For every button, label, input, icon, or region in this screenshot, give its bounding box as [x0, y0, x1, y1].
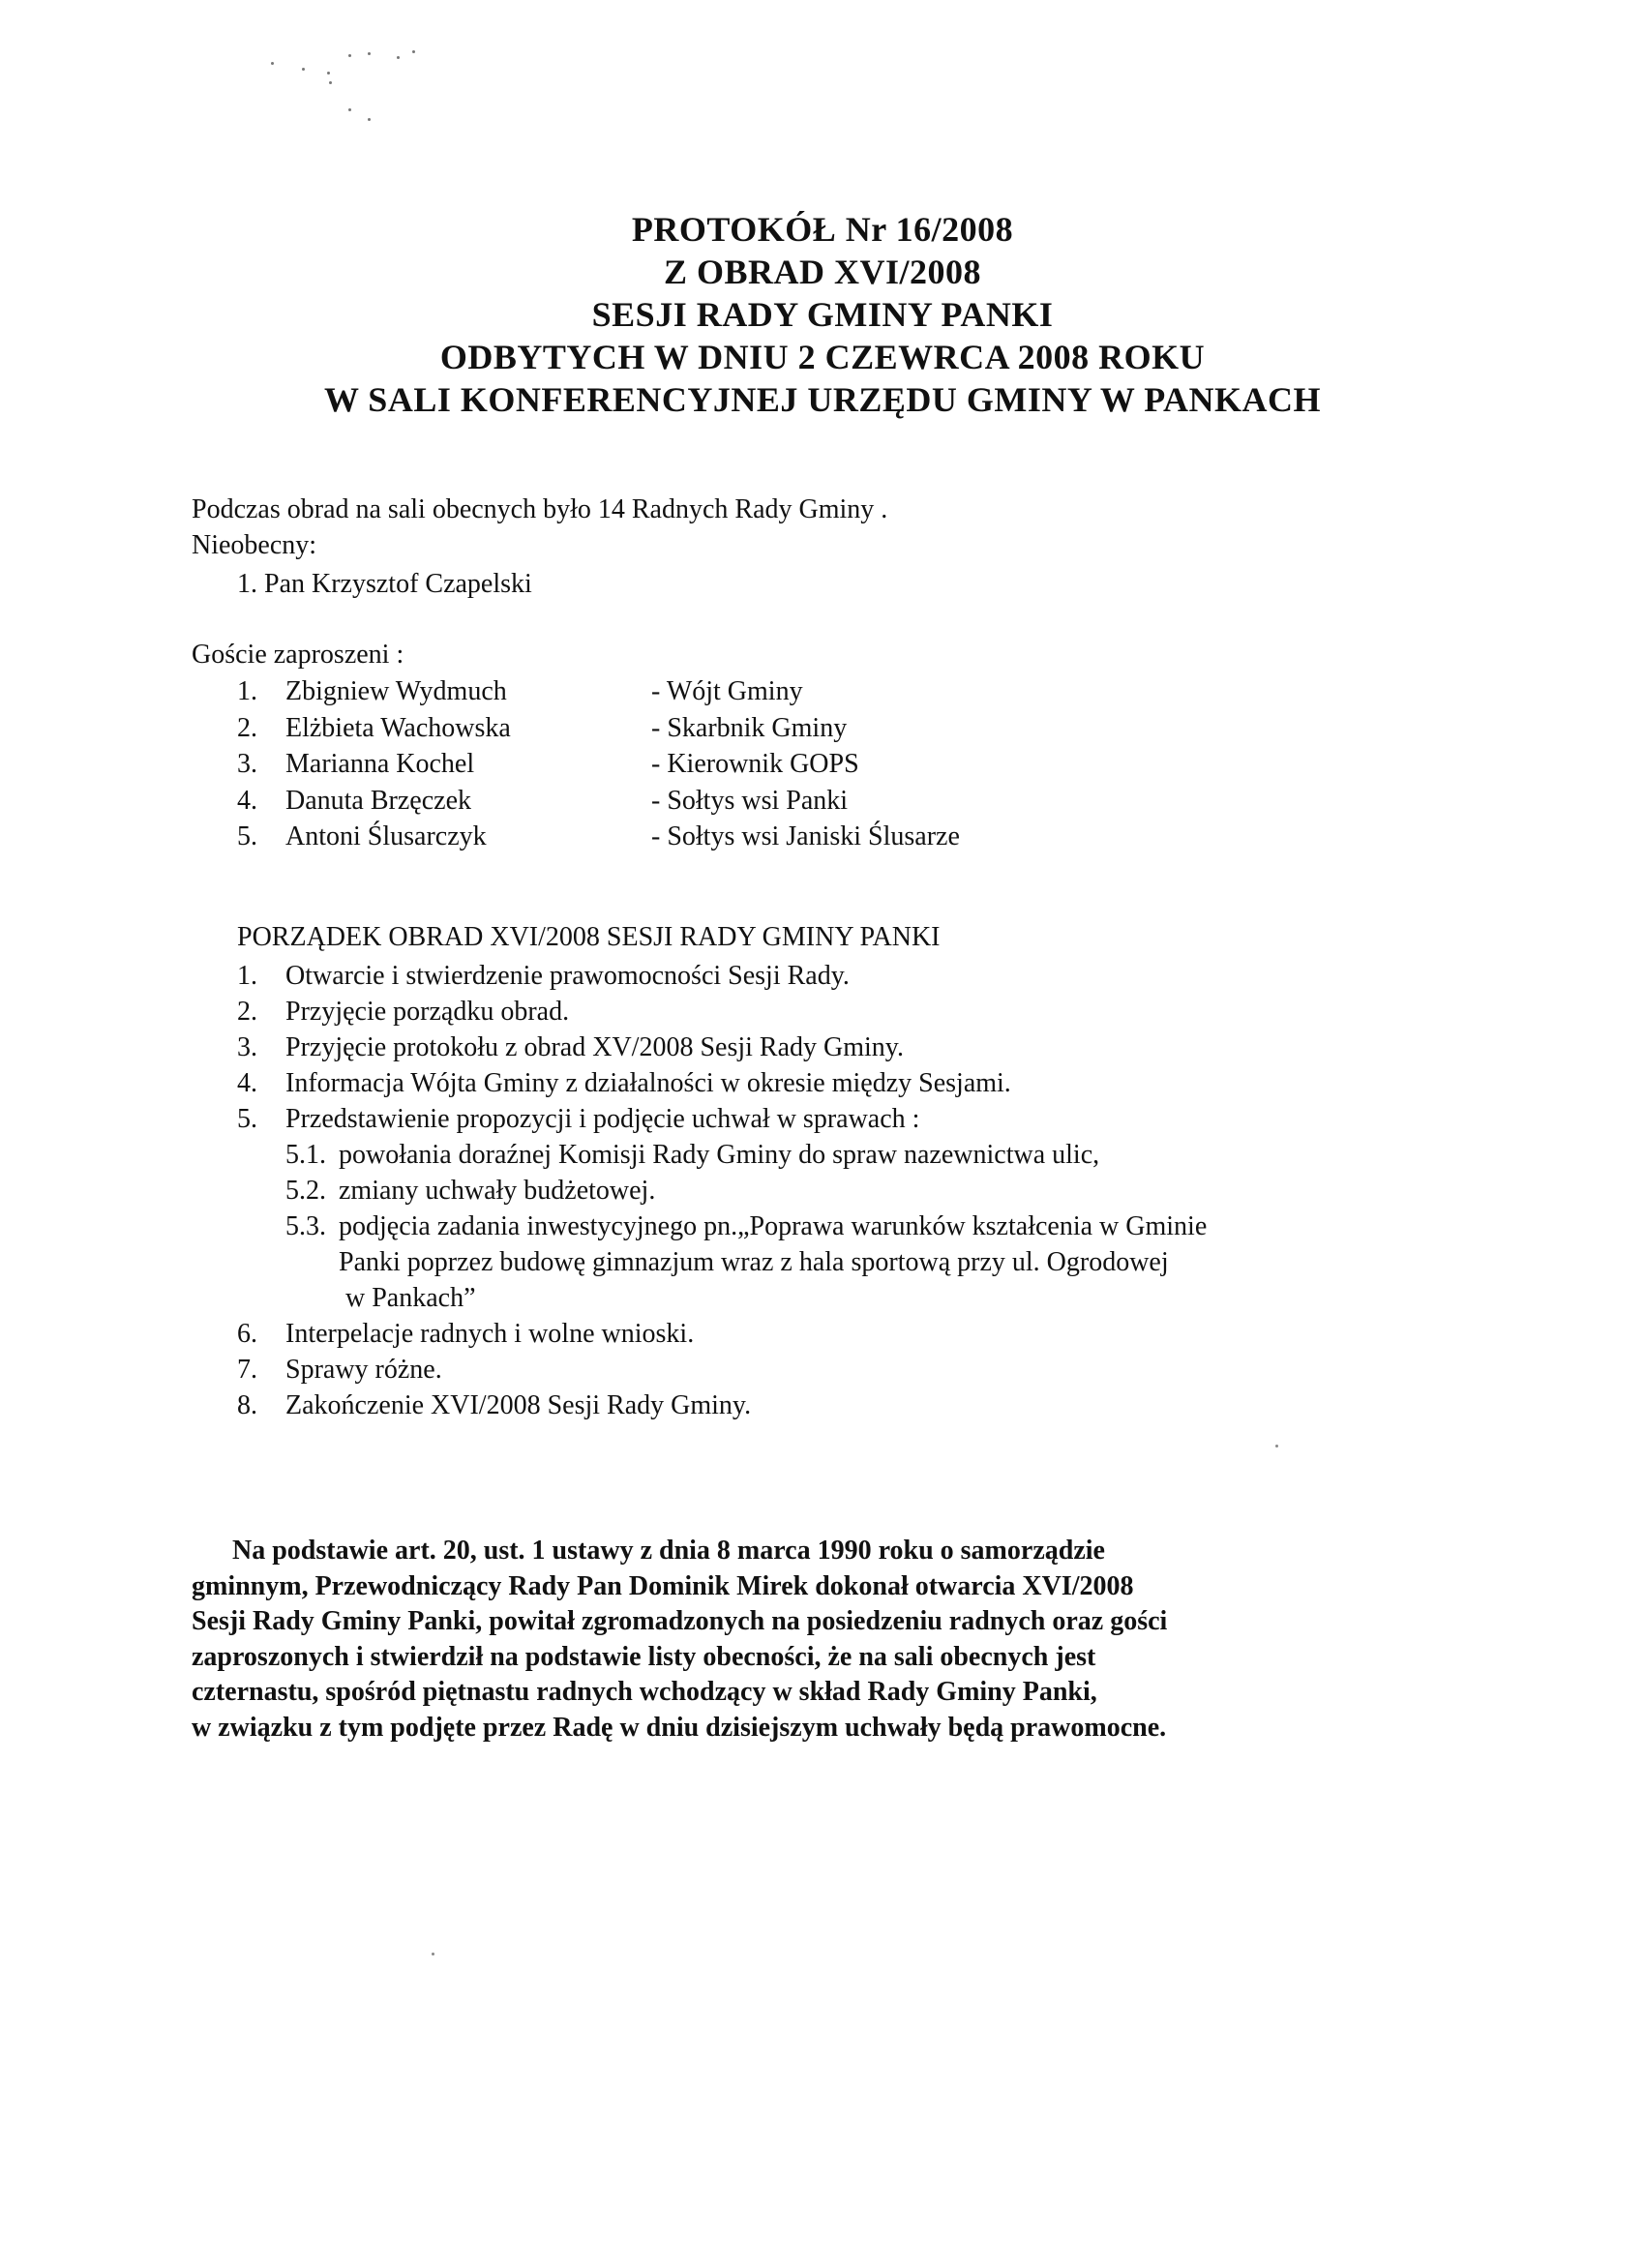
agenda-num: 5.: [237, 1104, 257, 1134]
absent-item: [237, 566, 532, 602]
guest-row: [237, 746, 1108, 783]
guest-name: Antoni Ślusarczyk: [285, 821, 487, 851]
agenda-item: [237, 1101, 1398, 1137]
paragraph-line: w związku z tym podjęte przez Radę w dniu dzisiejszym uchwały będą prawomocne.: [192, 1712, 1167, 1743]
scan-dot: [432, 1953, 434, 1955]
agenda-item: [237, 1316, 1398, 1352]
scan-specks: [252, 48, 464, 135]
absent-label: Nieobecny:: [192, 530, 317, 560]
agenda-subnum: 5.2.: [285, 1176, 326, 1206]
guest-name: Zbigniew Wydmuch: [285, 676, 507, 706]
agenda-text: Interpelacje radnych i wolne wnioski.: [285, 1319, 695, 1349]
agenda-item: [237, 958, 1398, 994]
agenda-subitem: [237, 1209, 1398, 1244]
agenda-subtext: powołania doraźnej Komisji Rady Gminy do spraw nazewnictwa ulic,: [339, 1140, 1100, 1170]
agenda-subtext-continuation: Panki poprzez budowę gimnazjum wraz z hala sportową przy ul. Ogrodowej: [339, 1247, 1169, 1277]
guest-name: Danuta Brzęczek: [285, 785, 471, 816]
agenda-list: [237, 958, 1398, 1423]
guest-role: - Sołtys wsi Janiski Ślusarze: [651, 821, 960, 851]
agenda-title: PORZĄDEK OBRAD XVI/2008 SESJI RADY GMINY PANKI: [237, 922, 941, 952]
guest-num: 5.: [237, 821, 257, 851]
agenda-num: 6.: [237, 1319, 257, 1349]
agenda-text: Przyjęcie protokołu z obrad XV/2008 Sesji Rady Gminy.: [285, 1032, 904, 1062]
agenda-num: 3.: [237, 1032, 257, 1062]
title-line-2: Z OBRAD XVI/2008: [663, 253, 982, 291]
paragraph-line: zaproszonych i stwierdził na podstawie listy obecności, że na sali obecnych jest: [192, 1641, 1096, 1672]
agenda-subitem: [237, 1137, 1398, 1173]
agenda-subtext: podjęcia zadania inwestycyjnego pn.„Poprawa warunków kształcenia w Gminie: [339, 1211, 1208, 1241]
agenda-text: Przedstawienie propozycji i podjęcie uchwał w sprawach :: [285, 1104, 920, 1134]
guest-name: Marianna Kochel: [285, 749, 475, 779]
title-line-5: W SALI KONFERENCYJNEJ URZĘDU GMINY W PANKACH: [323, 380, 1322, 419]
paragraph-line: gminnym, Przewodniczący Rady Pan Dominik Mirek dokonał otwarcia XVI/2008: [192, 1570, 1134, 1601]
agenda-text: Otwarcie i stwierdzenie prawomocności Sesji Rady.: [285, 961, 850, 991]
agenda-subtext: zmiany uchwały budżetowej.: [339, 1176, 656, 1206]
paragraph-line: Sesji Rady Gminy Panki, powitał zgromadzonych na posiedzeniu radnych oraz gości: [192, 1606, 1168, 1636]
guest-role: - Kierownik GOPS: [651, 749, 859, 779]
guest-role: - Wójt Gminy: [651, 676, 803, 706]
present-text: Podczas obrad na sali obecnych było 14 Radnych Rady Gminy .: [192, 494, 888, 524]
guests-list: [237, 673, 1108, 855]
guest-num: 2.: [237, 712, 257, 743]
guest-name: Elżbieta Wachowska: [285, 712, 511, 743]
absent-list: [237, 566, 532, 602]
agenda-num: 4.: [237, 1068, 257, 1098]
guest-row: [237, 819, 1108, 855]
agenda-subnum: 5.1.: [285, 1140, 326, 1170]
guest-num: 4.: [237, 785, 257, 816]
guest-row: [237, 710, 1108, 747]
agenda-item: [237, 1030, 1398, 1065]
agenda-text: Sprawy różne.: [285, 1355, 442, 1385]
paragraph-line: czternastu, spośród piętnastu radnych wchodzący w skład Rady Gminy Panki,: [192, 1677, 1097, 1707]
agenda-num: 7.: [237, 1355, 257, 1385]
guests-label: Goście zaproszeni :: [192, 640, 404, 670]
agenda-num: 1.: [237, 961, 257, 991]
agenda-text: Przyjęcie porządku obrad.: [285, 997, 570, 1027]
agenda-subnum: 5.3.: [285, 1211, 326, 1241]
guest-role: - Sołtys wsi Panki: [651, 785, 849, 816]
agenda-text: Informacja Wójta Gminy z działalności w okresie między Sesjami.: [285, 1068, 1011, 1098]
guest-row: [237, 673, 1108, 710]
agenda-item: [237, 1065, 1398, 1101]
agenda-text: Zakończenie XVI/2008 Sesji Rady Gminy.: [285, 1390, 752, 1420]
paragraph-line: Na podstawie art. 20, ust. 1 ustawy z dnia 8 marca 1990 roku o samorządzie: [232, 1536, 1105, 1566]
guest-row: [237, 783, 1108, 820]
protocol-title: [194, 208, 1451, 421]
scan-dot: [1275, 1445, 1278, 1447]
agenda-item: [237, 994, 1398, 1030]
agenda-subtext-continuation: w Pankach”: [345, 1283, 476, 1313]
agenda-num: 8.: [237, 1390, 257, 1420]
opening-paragraph: [192, 1534, 1401, 1746]
agenda-num: 2.: [237, 997, 257, 1027]
title-line-4: ODBYTYCH W DNIU 2 CZEWRCA 2008 ROKU: [439, 338, 1206, 376]
agenda-subitem: [237, 1173, 1398, 1209]
guest-num: 3.: [237, 749, 257, 779]
guest-role: - Skarbnik Gminy: [651, 712, 848, 743]
agenda-item: [237, 1388, 1398, 1423]
agenda-item: [237, 1352, 1398, 1388]
guest-num: 1.: [237, 676, 257, 706]
absent-name: Pan Krzysztof Czapelski: [264, 569, 532, 599]
absent-num: 1.: [237, 569, 257, 599]
title-line-3: SESJI RADY GMINY PANKI: [591, 295, 1054, 334]
title-line-1: PROTOKÓŁ Nr 16/2008: [631, 210, 1014, 249]
